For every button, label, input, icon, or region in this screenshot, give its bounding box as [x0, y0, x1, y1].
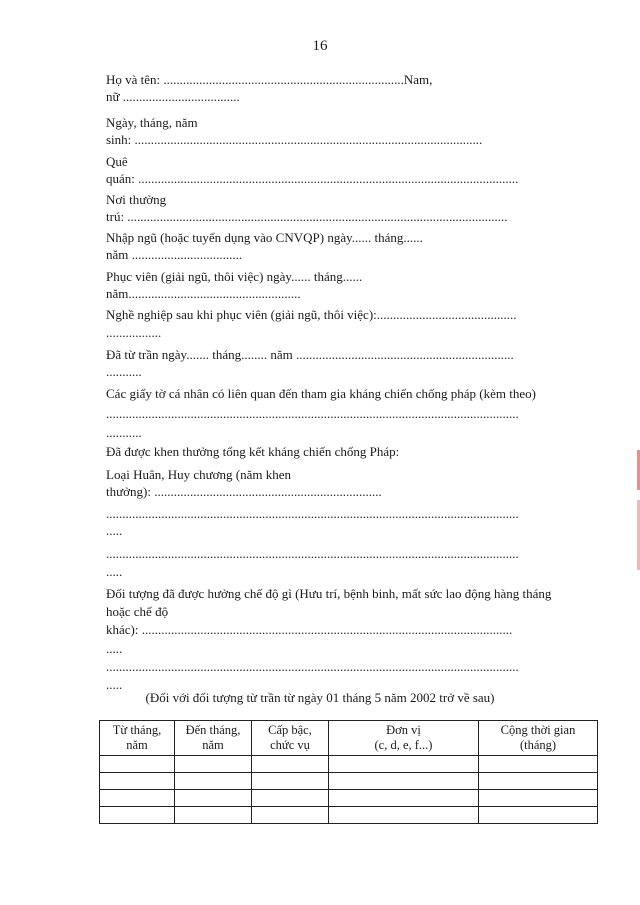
form-line: .....	[106, 564, 123, 579]
table-cell[interactable]	[329, 807, 479, 824]
form-line: nữ ....................................	[106, 89, 240, 104]
form-line: ...............................................................................................................................	[106, 406, 519, 421]
table-cell[interactable]	[329, 756, 479, 773]
table-cell[interactable]	[175, 807, 252, 824]
service-history-table	[99, 720, 598, 824]
header-from-date: Từ tháng, năm	[100, 721, 175, 756]
form-line: thưởng): ......................................................................	[106, 484, 382, 499]
table-cell[interactable]	[175, 773, 252, 790]
table-cell[interactable]	[100, 790, 175, 807]
table-cell[interactable]	[175, 756, 252, 773]
form-line: khác): ..................................................................................................................	[106, 622, 513, 637]
form-line: Các giấy tờ cá nhân có liên quan đến tham gia kháng chiến chống pháp (kèm theo)	[106, 386, 536, 401]
form-line: quán: .....................................................................................................................	[106, 171, 519, 186]
form-line: hoặc chế độ	[106, 604, 169, 619]
form-line: Nơi thường	[106, 192, 167, 207]
page-number: 16	[312, 38, 328, 54]
header-total-time: Cộng thời gian (tháng)	[479, 721, 598, 756]
form-line: trú: .....................................................................................................................	[106, 209, 508, 224]
form-line: Đối tượng đã được hưởng chế độ gì (Hưu trí, bệnh binh, mất sức lao động hàng tháng	[106, 586, 552, 601]
form-line: Đã được khen thưởng tổng kết kháng chiến chống Pháp:	[106, 444, 400, 459]
form-line: Phục viên (giải ngũ, thôi việc) ngày...... tháng......	[106, 269, 363, 284]
form-line: Loại Huân, Huy chương (năm khen	[106, 467, 292, 482]
table-cell[interactable]	[175, 790, 252, 807]
table-row	[100, 790, 598, 807]
table-cell[interactable]	[252, 756, 329, 773]
form-line: ...............................................................................................................................	[106, 546, 519, 561]
form-line: .....	[106, 677, 123, 692]
table-row	[100, 756, 598, 773]
header-rank-position: Cấp bậc, chức vụ	[252, 721, 329, 756]
header-to-date: Đến tháng, năm	[175, 721, 252, 756]
form-line: ...........	[106, 364, 142, 379]
form-line: ...............................................................................................................................	[106, 659, 519, 674]
header-unit: Đơn vị (c, d, e, f...)	[329, 721, 479, 756]
table-header-row	[100, 721, 598, 756]
form-line: Quê	[106, 154, 128, 169]
form-line: ...........	[106, 425, 142, 440]
table-cell[interactable]	[100, 773, 175, 790]
form-line: .................	[106, 325, 162, 340]
form-line: ...............................................................................................................................	[106, 506, 519, 521]
table-cell[interactable]	[479, 756, 598, 773]
form-line: Họ và tên: ..........................................................................Nam,	[106, 72, 433, 87]
table-cell[interactable]	[479, 773, 598, 790]
table-cell[interactable]	[479, 807, 598, 824]
table-cell[interactable]	[100, 756, 175, 773]
table-cell[interactable]	[329, 773, 479, 790]
table-cell[interactable]	[329, 790, 479, 807]
form-line: Đã từ trần ngày....... tháng........ năm ...................................................................	[106, 347, 514, 362]
form-line: Ngày, tháng, năm	[106, 115, 198, 130]
form-line: năm.....................................................	[106, 286, 301, 301]
form-line: Nghề nghiệp sau khi phục viên (giải ngũ, thôi việc):...........................................	[106, 307, 517, 322]
table-row	[100, 773, 598, 790]
form-line: .....	[106, 523, 123, 538]
table-cell[interactable]	[252, 773, 329, 790]
table-cell[interactable]	[252, 807, 329, 824]
table-row	[100, 807, 598, 824]
form-line: .....	[106, 641, 123, 656]
form-line: Nhập ngũ (hoặc tuyển dụng vào CNVQP) ngày...... tháng......	[106, 230, 423, 245]
table-cell[interactable]	[479, 790, 598, 807]
table-cell[interactable]	[100, 807, 175, 824]
table-note: (Đối với đối tượng từ trần từ ngày 01 tháng 5 năm 2002 trở về sau)	[145, 690, 495, 705]
form-line: sinh: ...........................................................................................................	[106, 132, 483, 147]
form-line: năm ..................................	[106, 247, 243, 262]
table-cell[interactable]	[252, 790, 329, 807]
